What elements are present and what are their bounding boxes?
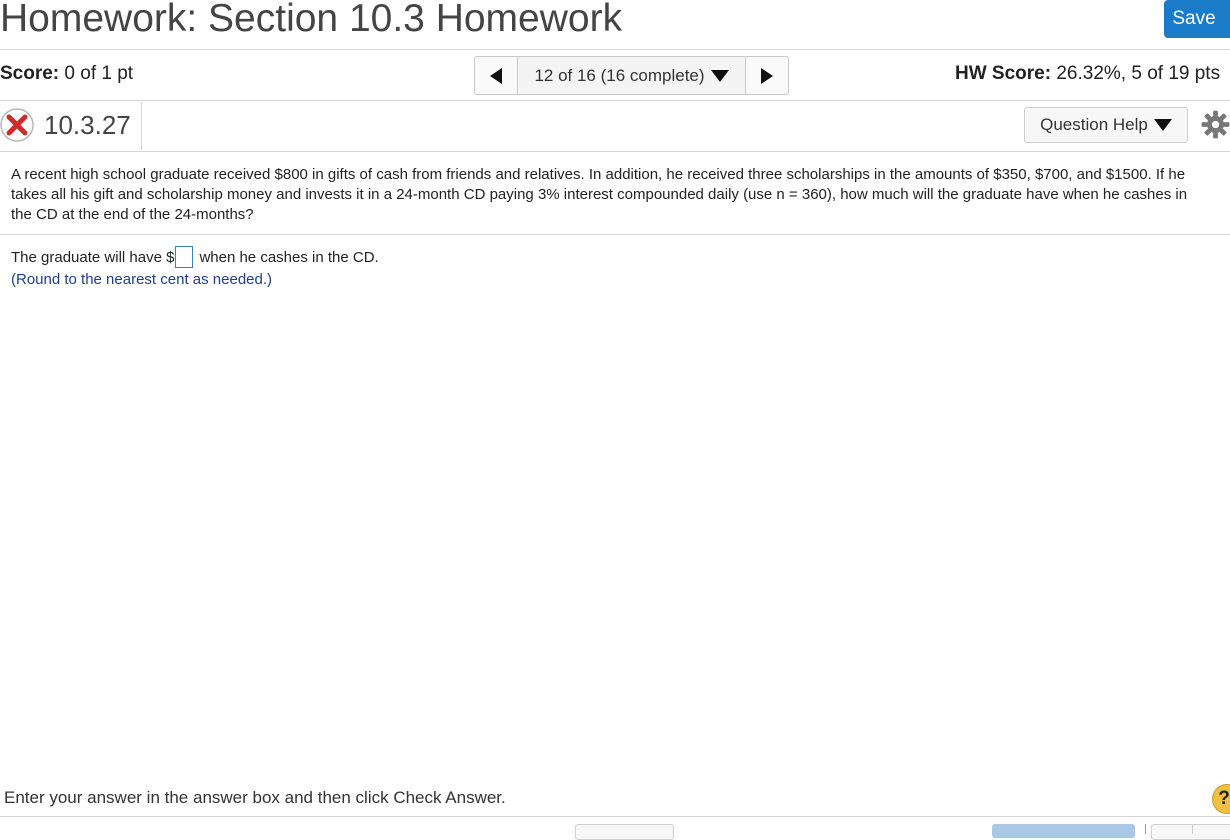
next-question-button[interactable] [746, 57, 788, 94]
hw-score-display [955, 63, 1220, 85]
help-icon[interactable]: ? [1212, 784, 1230, 814]
answer-suffix: when he cashes in the CD. [199, 248, 379, 266]
question-selector-dropdown[interactable] [517, 57, 746, 94]
answer-prefix: The graduate will have $ [11, 248, 175, 266]
footer-instruction: Enter your answer in the answer box and then click Check Answer. [4, 788, 506, 807]
score-display [0, 63, 133, 85]
divider [0, 151, 1230, 152]
question-position: 12 of 16 (16 complete) [534, 65, 705, 85]
divider [1145, 824, 1146, 834]
question-id: 10.3.27 [44, 110, 131, 140]
check-answer-button[interactable] [992, 824, 1135, 838]
save-button[interactable]: Save [1164, 0, 1230, 38]
answer-input[interactable] [175, 246, 193, 268]
footer-button[interactable] [575, 824, 674, 840]
divider [141, 102, 142, 150]
footer-button[interactable] [1151, 824, 1230, 840]
hw-score-label: HW Score: [955, 63, 1052, 84]
gear-icon[interactable] [1201, 110, 1230, 139]
divider [0, 816, 1230, 817]
score-label: Score: [0, 63, 60, 84]
question-help-label: Question Help [1040, 115, 1148, 134]
hw-score-value: 26.32%, 5 of 19 pts [1056, 63, 1221, 84]
score-value: 0 of 1 pt [64, 63, 134, 84]
divider [0, 234, 1230, 235]
question-pager [474, 56, 789, 95]
divider [0, 100, 1230, 101]
page-title: Homework: Section 10.3 Homework [0, 0, 623, 40]
arrow-left-icon [490, 68, 502, 84]
question-text: A recent high school graduate received $800 in gifts of cash from friends and relatives. In addition, he received three scholarships in the amounts of $350, $700, and $1500. If he takes all his gift and scholarship money and invests it in a 24-month CD paying 3% interest compounded daily (use n = 360), how much will the graduate have when he cashes in the CD at the end of the 24-months? [11, 166, 1188, 223]
caret-down-icon [711, 70, 729, 82]
divider [0, 49, 1230, 50]
caret-down-icon [1154, 119, 1172, 131]
arrow-right-icon [761, 68, 773, 84]
incorrect-x-icon [0, 108, 34, 142]
answer-line [11, 246, 379, 268]
previous-question-button[interactable] [475, 57, 517, 94]
divider [1192, 824, 1193, 834]
rounding-note: (Round to the nearest cent as needed.) [11, 271, 273, 288]
question-help-button[interactable] [1024, 107, 1188, 143]
